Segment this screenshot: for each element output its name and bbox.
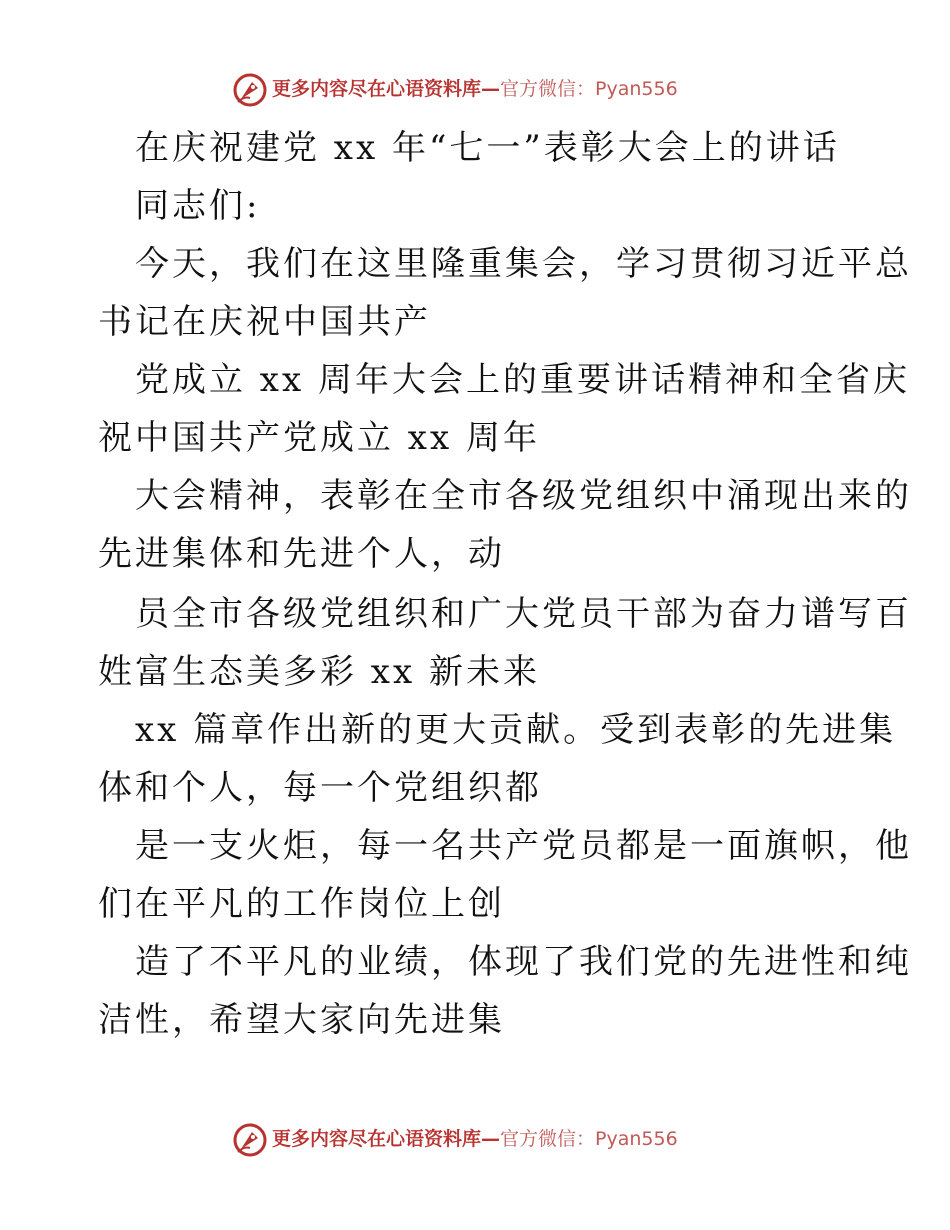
paragraph-line: 今天，我们在这里隆重集会，学习贯彻习近平总: [135, 244, 912, 284]
paragraph-line: 洁性，希望大家向先进集: [98, 1000, 505, 1040]
banner-text: [272, 77, 678, 101]
paragraph-line: 先进集体和先进个人，动: [98, 534, 505, 574]
paragraph-line: 姓富生态美多彩 xx 新未来: [98, 652, 540, 692]
document-title: 在庆祝建党 xx 年“七一”表彰大会上的讲话: [135, 128, 840, 168]
paragraph-line: 员全市各级党组织和广大党员干部为奋力谱写百: [135, 594, 912, 634]
paragraph-line: 党成立 xx 周年大会上的重要讲话精神和全省庆: [135, 360, 910, 400]
paragraph-line: xx 篇章作出新的更大贡献。受到表彰的先进集: [135, 710, 897, 750]
paragraph-line: 大会精神，表彰在全市各级党组织中涌现出来的: [135, 476, 912, 516]
pen-nib-logo-icon: [232, 72, 268, 108]
pen-nib-logo-icon: [232, 1122, 268, 1158]
banner-prefix: 更多内容尽在心语资料库—: [272, 1128, 501, 1150]
banner-wechat: 官方微信：Pyan556: [500, 1128, 678, 1150]
paragraph-line: 祝中国共产党成立 xx 周年: [98, 418, 540, 458]
paragraph-line: 们在平凡的工作岗位上创: [98, 884, 505, 924]
paragraph-line: 造了不平凡的业绩，体现了我们党的先进性和纯: [135, 942, 912, 982]
banner-wechat: 官方微信：Pyan556: [500, 78, 678, 100]
banner-text: [272, 1127, 678, 1151]
paragraph-line: 体和个人，每一个党组织都: [98, 768, 542, 808]
header-banner: [0, 70, 950, 110]
paragraph-line: 是一支火炬，每一名共产党员都是一面旗帜，他: [135, 826, 912, 866]
paragraph-line: 书记在庆祝中国共产: [98, 302, 431, 342]
banner-prefix: 更多内容尽在心语资料库—: [272, 78, 501, 100]
footer-banner: [0, 1120, 950, 1160]
salutation: 同志们:: [135, 186, 261, 226]
